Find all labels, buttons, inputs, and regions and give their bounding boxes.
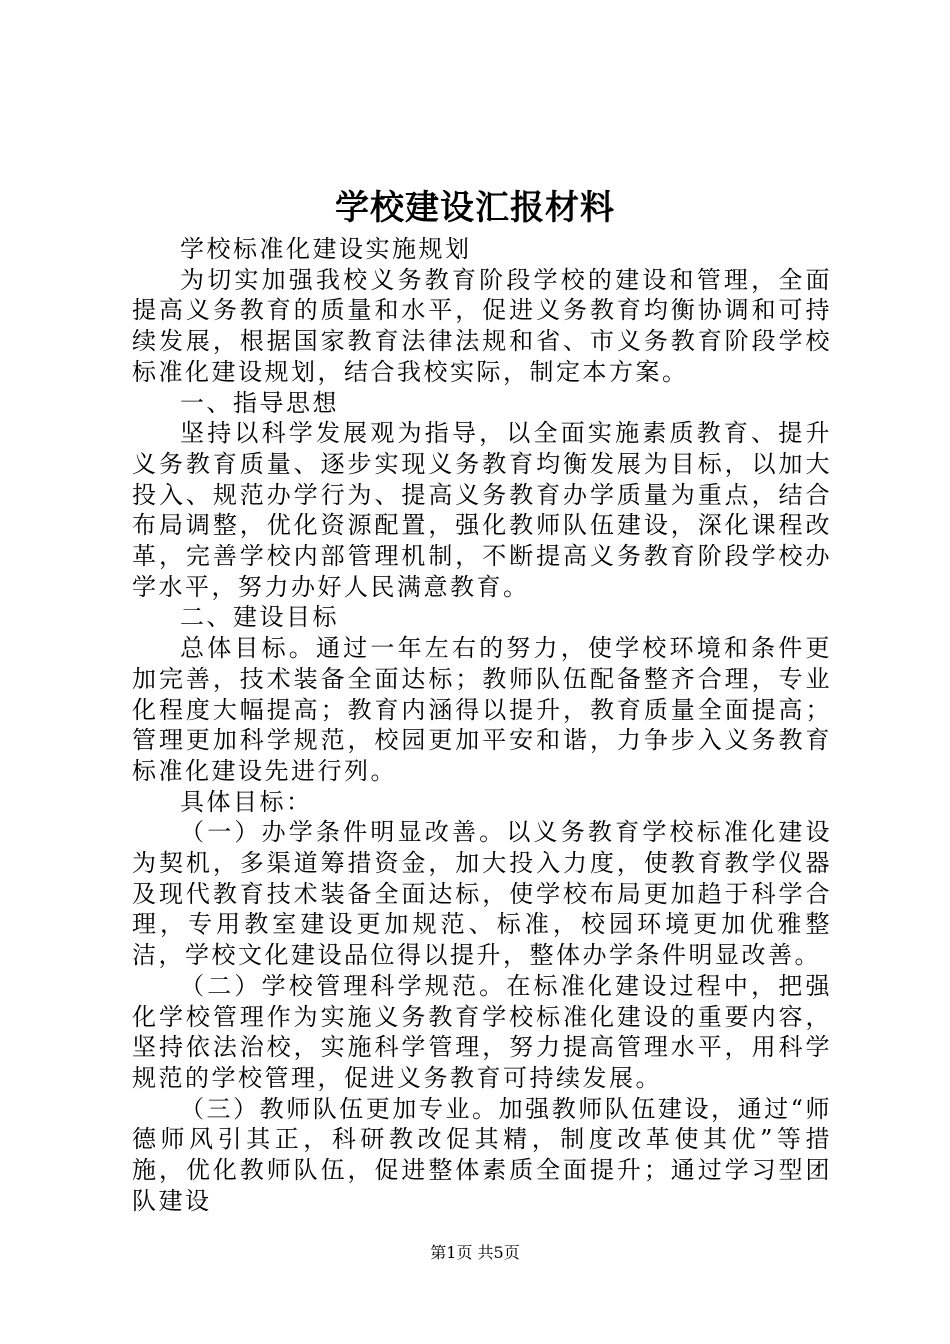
section-heading-goals: 二、建设目标: [180, 603, 339, 632]
paragraph-goal-2: （二）学校管理科学规范。在标准化建设过程中，把强化学校管理作为实施义务教育学校标准化建设的重要内容，坚持依法治校，实施科学管理，努力提高管理水平，用科学规范的学校管理，促进义务教育可持续发展。: [132, 971, 832, 1092]
paragraph-overall-goal: 总体目标。通过一年左右的努力，使学校环境和条件更加完善，技术装备全面达标；教师队伍配备整齐合理，专业化程度大幅提高；教育内涵得以提升，教育质量全面提高；管理更加科学规范，校园更加平安和谐，力争步入义务教育标准化建设先进行列。: [132, 634, 832, 785]
paragraph-specific-goals-label: 具体目标：: [180, 787, 313, 816]
paragraph-subtitle: 学校标准化建设实施规划: [180, 235, 472, 263]
section-heading-guiding-thought: 一、指导思想: [180, 388, 339, 417]
paragraph-intro: 为切实加强我校义务教育阶段学校的建设和管理，全面提高义务教育的质量和水平，促进义务教育均衡协调和可持续发展，根据国家教育法律法规和省、市义务教育阶段学校标准化建设规划，结合我校实际，制定本方案。: [132, 265, 832, 386]
page-number: 第1页 共5页: [430, 1243, 520, 1262]
paragraph-guiding-thought: 坚持以科学发展观为指导，以全面实施素质教育、提升义务教育质量、逐步实现义务教育均衡发展为目标，以加大投入、规范办学行为、提高义务教育办学质量为重点，结合布局调整，优化资源配置，强化教师队伍建设，深化课程改革，完善学校内部管理机制，不断提高义务教育阶段学校办学水平，努力办好人民满意教育。: [132, 419, 832, 601]
paragraph-goal-3: （三）教师队伍更加专业。加强教师队伍建设，通过“师德师风引其正，科研教改促其精，制度改革使其优”等措施，优化教师队伍，促进整体素质全面提升；通过学习型团队建设: [132, 1094, 832, 1215]
document-title: 学校建设汇报材料: [335, 188, 615, 228]
paragraph-goal-1: （一）办学条件明显改善。以义务教育学校标准化建设为契机，多渠道筹措资金，加大投入力度，使教育教学仪器及现代教育技术装备全面达标，使学校布局更加趋于科学合理，专用教室建设更加规范、标准，校园环境更加优雅整洁，学校文化建设品位得以提升，整体办学条件明显改善。: [132, 818, 832, 970]
document-body: [132, 234, 832, 1217]
